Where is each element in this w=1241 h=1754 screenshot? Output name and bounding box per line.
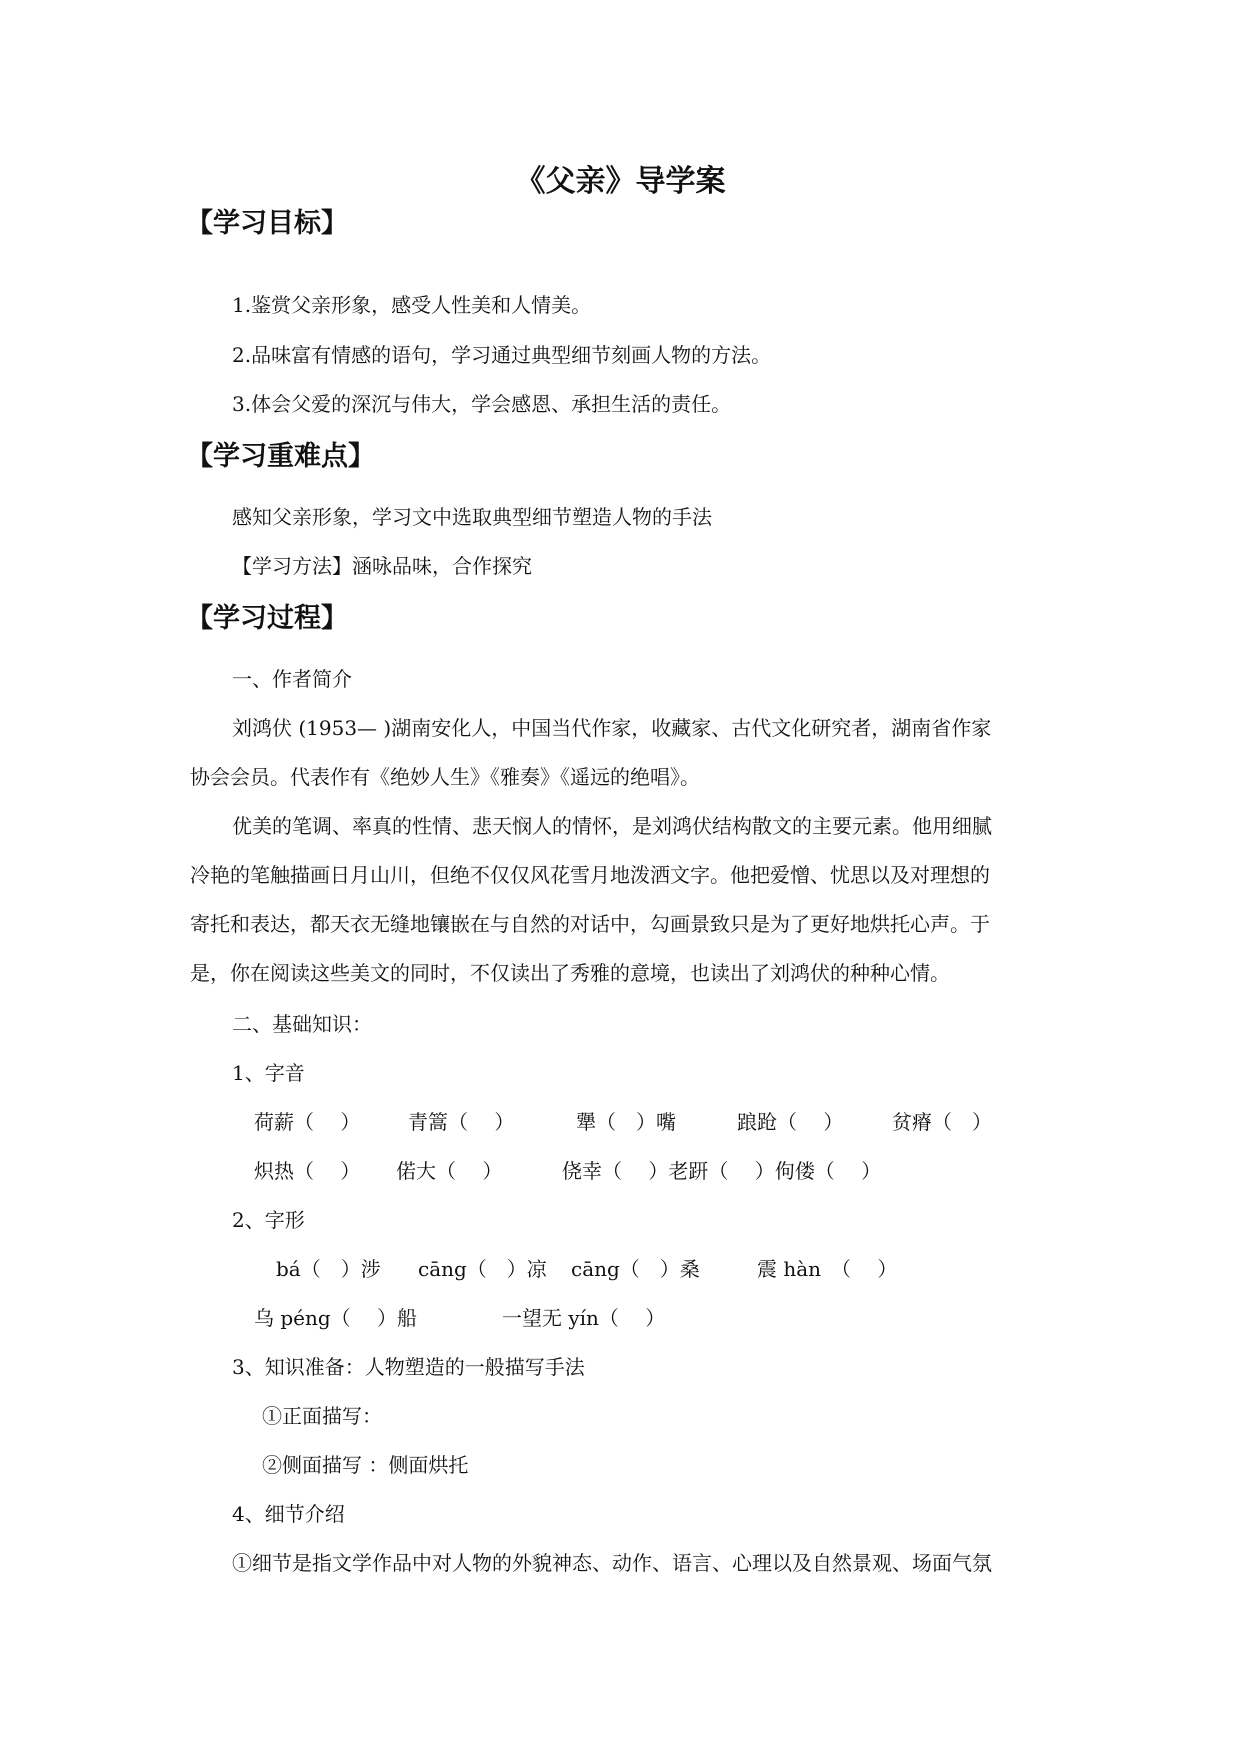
pronunciation-item: 偌大（ ）	[396, 1159, 503, 1183]
pronunciation-item: 青篙（ ）	[408, 1110, 515, 1134]
author-style-line-1: 优美的笔调、率真的性情、悲天悯人的情怀，是刘鸿伏结构散文的主要元素。他用细腻	[232, 814, 992, 838]
author-bio-paragraph	[190, 704, 1066, 802]
author-bio-line-2: 协会会员。代表作有《绝妙人生》《雅奏》《遥远的绝唱》。	[190, 765, 700, 789]
author-style-line-2: 冷艳的笔触描画日月山川，但绝不仅仅风花雪月地泼洒文字。他把爱憎、忧思以及对理想的	[190, 863, 990, 887]
glyph-item: 一望无 yín（ ）	[502, 1306, 666, 1330]
author-bio-line-1: 刘鸿伏 (1953— )湖南安化人，中国当代作家，收藏家、古代文化研究者，湖南省作家	[232, 716, 992, 740]
knowledge-item-1: ①正面描写：	[262, 1404, 382, 1428]
pronunciation-item: 踉跄（ ）	[737, 1110, 844, 1134]
goal-item-1: 1.鉴赏父亲形象，感受人性美和人情美。	[232, 293, 592, 317]
detail-text: ①细节是指文学作品中对人物的外貌神态、动作、语言、心理以及自然景观、场面气氛	[232, 1551, 992, 1575]
pronunciation-item: 贫瘠（ ）	[892, 1110, 992, 1134]
glyph-item: cāng（ ）凉	[418, 1257, 547, 1281]
glyph-item: cāng（ ）桑	[571, 1257, 700, 1281]
pronunciation-label: 1、字音	[232, 1061, 305, 1085]
heading-learning-goals: 【学习目标】	[186, 208, 348, 239]
key-points-text: 感知父亲形象，学习文中选取典型细节塑造人物的手法	[232, 505, 712, 529]
detail-label: 4、细节介绍	[232, 1502, 345, 1526]
glyph-label: 2、字形	[232, 1208, 305, 1232]
author-style-paragraph	[190, 802, 1066, 998]
pronunciation-item: 炽热（ ）	[254, 1159, 361, 1183]
knowledge-label: 3、知识准备：人物塑造的一般描写手法	[232, 1355, 585, 1379]
basic-knowledge-title: 二、基础知识：	[232, 1012, 372, 1036]
goal-item-2: 2.品味富有情感的语句，学习通过典型细节刻画人物的方法。	[232, 343, 772, 367]
pronunciation-item: 犟（ ）嘴	[576, 1110, 676, 1134]
glyph-item: bá（ ）涉	[276, 1257, 381, 1281]
goal-item-3: 3.体会父爱的深沉与伟大，学会感恩、承担生活的责任。	[232, 392, 732, 416]
document-title: 《父亲》导学案	[515, 164, 726, 199]
pronunciation-item: 荷薪（ ）	[254, 1110, 361, 1134]
learning-method: 【学习方法】涵咏品味，合作探究	[232, 554, 532, 578]
author-style-line-4: 是，你在阅读这些美文的同时，不仅读出了秀雅的意境，也读出了刘鸿伏的种种心情。	[190, 961, 950, 985]
glyph-item: 震 hàn （ ）	[757, 1257, 898, 1281]
knowledge-item-2: ②侧面描写 ：侧面烘托	[262, 1453, 469, 1477]
author-style-line-3: 寄托和表达，都天衣无缝地镶嵌在与自然的对话中，勾画景致只是为了更好地烘托心声。于	[190, 912, 990, 936]
author-intro-title: 一、作者简介	[232, 667, 352, 691]
heading-key-points: 【学习重难点】	[186, 441, 375, 472]
heading-learning-process: 【学习过程】	[186, 603, 348, 634]
glyph-item: 乌 péng（ ）船	[254, 1306, 418, 1330]
pronunciation-item: 侥幸（ ）老趼（ ）佝偻（ ）	[562, 1159, 882, 1183]
